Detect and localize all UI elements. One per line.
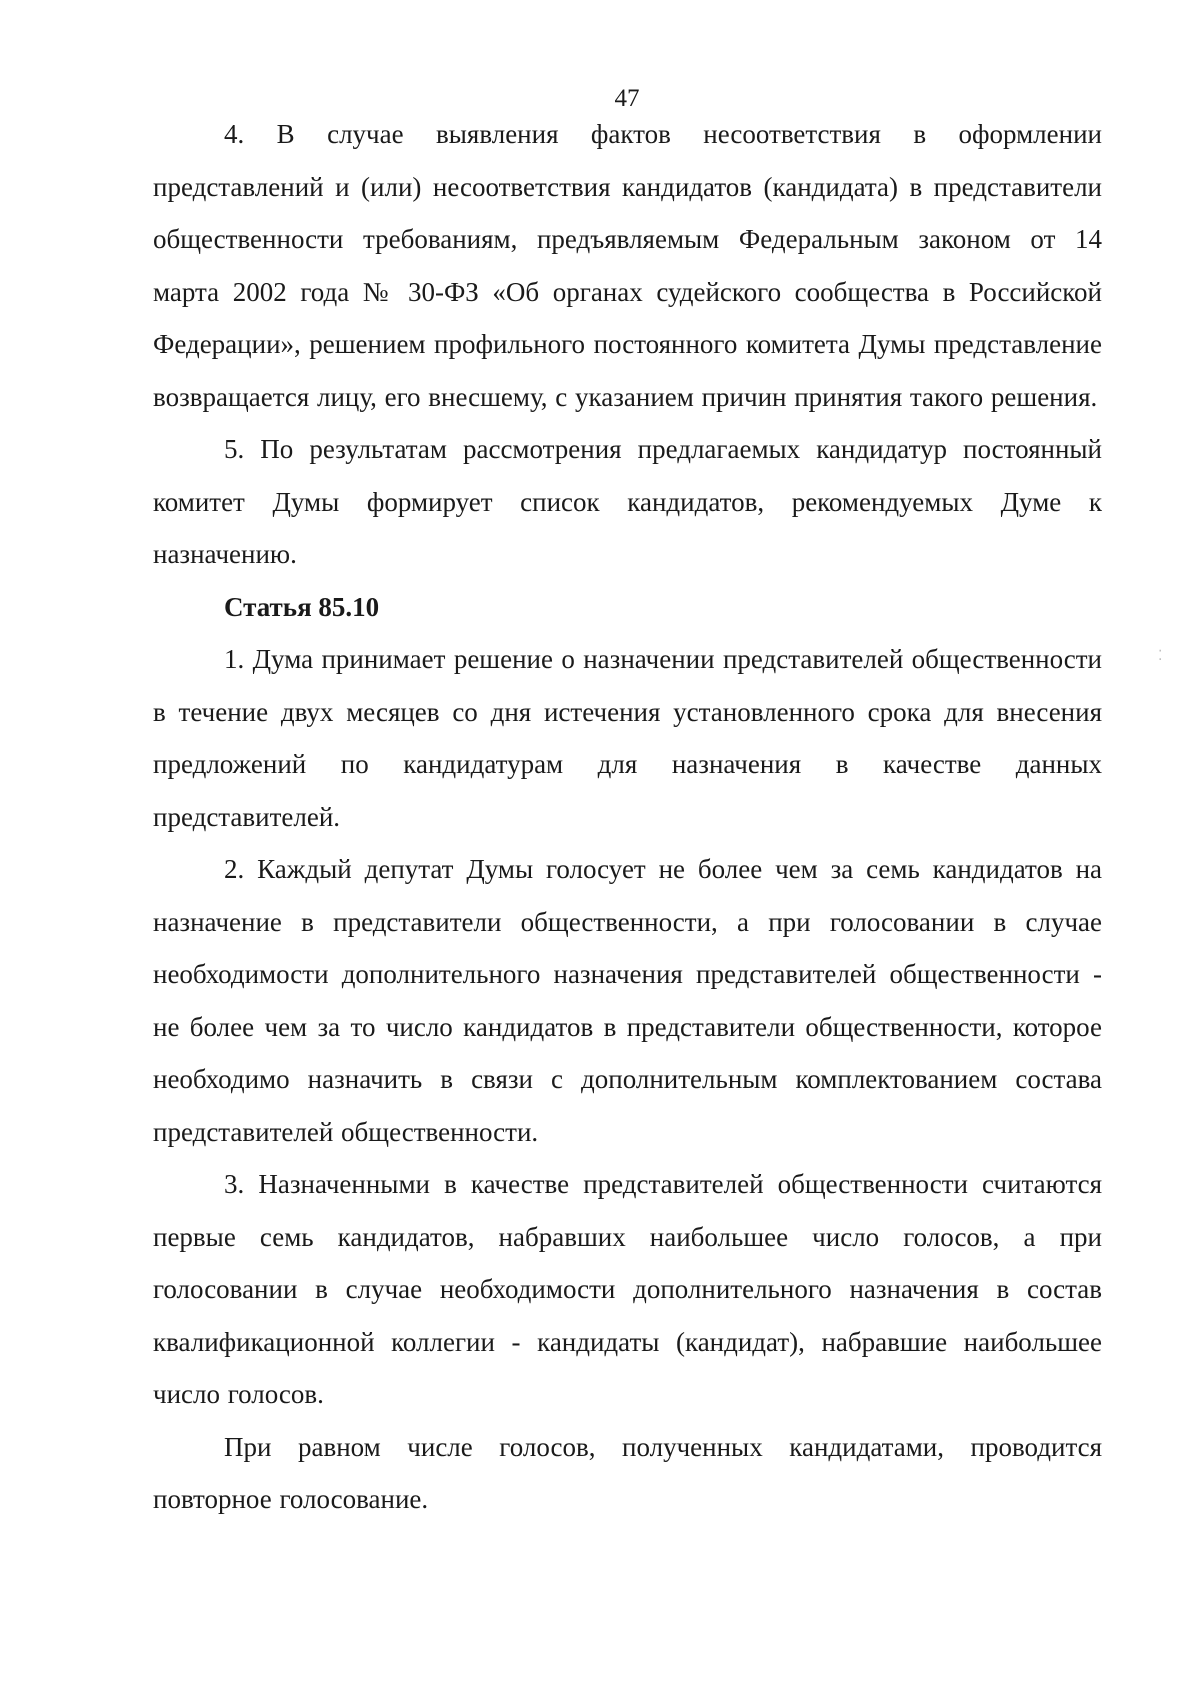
article-paragraph-3: 3. Назначенными в качестве представителей общественности считаются первые семь кандидатов, набравших наибольшее число голосов, а при голосовании в случае необходимости дополнительного назначения в состав квалификационной коллегии - кандидаты (кандидат), набравшие наибольшее число голосов. — [153, 1169, 1102, 1409]
article-heading: Статья 85.10 — [224, 591, 380, 622]
scan-speck: ⁚ — [1158, 649, 1163, 664]
article-paragraph-4: При равном числе голосов, полученных кандидатами, проводится повторное голосование. — [153, 1431, 1102, 1514]
document-body — [153, 108, 1102, 1526]
page-number: 47 — [614, 85, 640, 112]
article-paragraph-2: 2. Каждый депутат Думы голосует не более чем за семь кандидатов на назначение в представители общественности, а при голосовании в случае необходимости дополнительного назначения представителей общественности - не более чем за то число кандидатов в представители общественности, которое необходимо назначить в связи с дополнительным комплектованием состава представителей общественности. — [153, 854, 1102, 1147]
paragraph-5: 5. По результатам рассмотрения предлагаемых кандидатур постоянный комитет Думы формирует список кандидатов, рекомендуемых Думе к назначению. — [153, 434, 1102, 569]
article-paragraph-1: 1. Дума принимает решение о назначении представителей общественности в течение двух месяцев со дня истечения установленного срока для внесения предложений по кандидатурам для назначения в качестве данных представителей. — [153, 644, 1102, 832]
paragraph-4: 4. В случае выявления фактов несоответствия в оформлении представлений и (или) несоответствия кандидатов (кандидата) в представители общественности требованиям, предъявляемым Федеральным законом от 14 марта 2002 года № 30-ФЗ «Об органах судейского сообщества в Российской Федерации», решением профильного постоянного комитета Думы представление возвращается лицу, его внесшему, с указанием причин принятия такого решения. — [153, 119, 1102, 412]
